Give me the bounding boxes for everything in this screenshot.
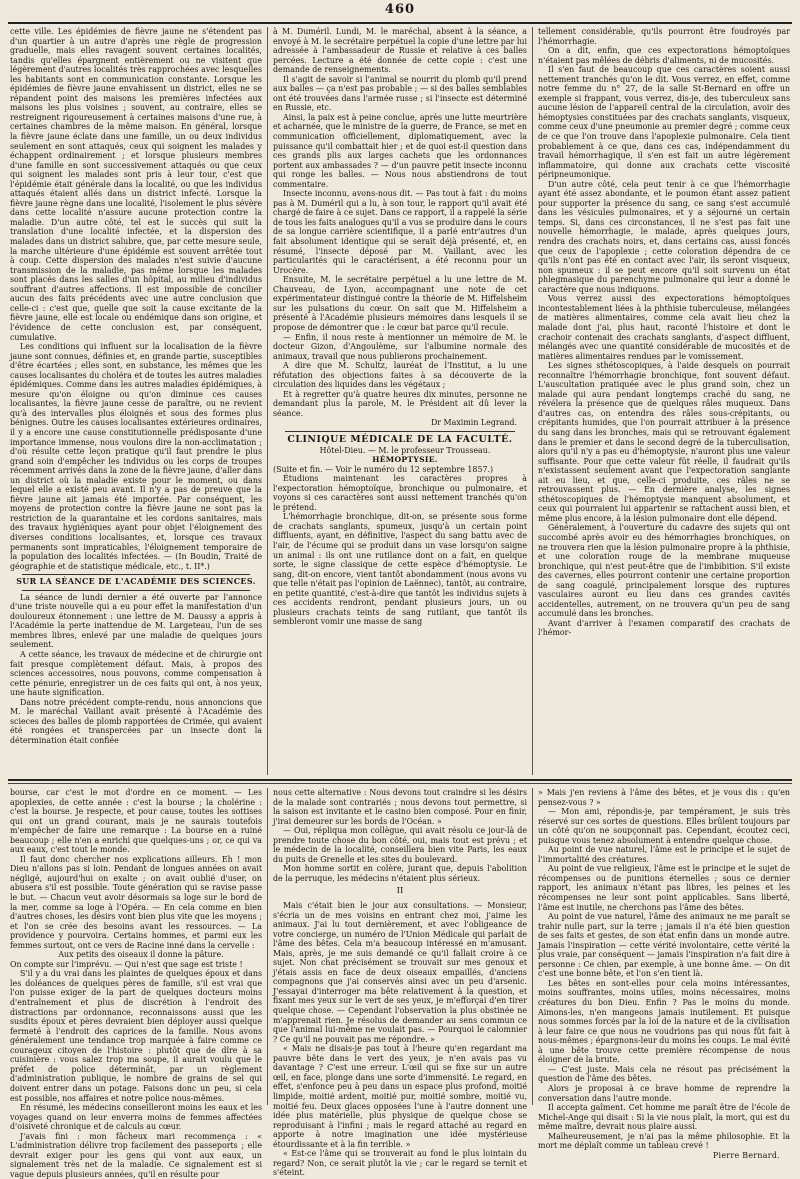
paragraph: « Mais ne disais-je pas tout à l'heure qu'en regardant ma pauvre bête dans le vert des yeux, je n'en avais pas vu davantage ? C'est une erreur. L'œil qui se fixe sur un autre œil, en face, plonge dans une sorte d'immensité. Le regard, en effet, s'enfonce peu à peu dans un espace plus profond, moitié limpide, moitié ardent, moitié pur, moitié sombre, moitié vu, moitié feu. Deux glaces opposées l'une à l'autre donnent une idée plus matérielle, plus physique de quelque chose se reproduisant à l'infini ; mais le regard attaché au regard en apporte à notre imagination une idée mystérieuse étourdissante et à la fin terrible. » [273, 1044, 527, 1149]
academy-heading: SUR LA SÉANCE DE L'ACADÉMIE DES SCIENCES. [16, 577, 256, 587]
section-divider [22, 590, 250, 591]
paragraph: » Mais j'en reviens à l'âme des bêtes, et je vous dis : qu'en pensez-vous ? » [538, 788, 790, 807]
hospital-line: Hôtel-Dieu. — M. le professeur Trousseau. [319, 445, 491, 455]
paragraph: On a dit, enfin, que ces expectorations hémoptoïques n'étaient pas mêlées de débris d'aliments, ni de mucosités. [538, 46, 790, 65]
paragraph: L'hémorrhagie bronchique, dit-on, se présente sous forme de crachats sanglants, spumeux, jusqu'à un certain point diffluents, ayant, en définitive, l'aspect du sang battu avec de l'air, de l'écume qui se produit dans un vase lorsqu'on saigne un animal : ils ont une rutilance dont on a fait, en quelque sorte, le signe classique de cette espèce d'hémoptysie. Le sang, dit-on encore, vient tantôt abondamment (nous avons vu que telle n'était pas l'opinion de Laënnec), tantôt, au contraire, en petite quantité, c'est-à-dire que tantôt les individus sujets à ces accidents rendront, pendant plusieurs jours, un ou plusieurs crachats teints de sang rutilant, que tantôt ils sembleront vomir une masse de sang [273, 512, 527, 627]
paragraph: Les conditions qui influent sur la localisation de la fièvre jaune sont connues, définies et, en grande partie, susceptibles d'être écartées ; elles sont, en substance, les mêmes que les causes localisantes du choléra et de toutes les autres maladies épidémiques. Comme dans les autres maladies épidémiques, à mesure qu'on éloigne ou qu'on diminue ces causes localisantes, la fièvre jaune cesse de paraître, ou ne revient qu'à des intervalles plus éloignés et sous des formes plus bénignes. Outre les causes localisantes extérieures ordinaires, il y a encore une cause constitutionnelle prédisposante d'une importance immense, nous voulons dire la non-acclimatation ; d'où résulte cette leçon pratique qu'il faut prendre le plus grand soin d'empêcher les individus ou les corps de troupes récemment arrivés dans la zone de la fièvre jaune, d'aller dans un district où la maladie existe pour le moment, ou dans lequel elle a existé peu avant. Il n'y a pas de preuve que la fièvre jaune ait jamais été importée. Par conséquent, les moyens de protection contre la fièvre jaune ne sont pas la restriction de la quarantaine et les cordons sanitaires, mais des travaux hygiéniques ayant pour objet l'éloignement des diverses conditions localisantes, et, lorsque ces travaux permanents sont impraticables, l'éloignement temporaire de la population des localités infectées. — (In Boudin, Traité de géographie et de statistique médicale, etc., t. II*.) [10, 342, 262, 571]
paragraph: En résumé, les médecins conseilleront moins les eaux et les voyages quand on leur enverra moins de femmes affectées d'oisiveté chronique et de calculs au cœur. [10, 1103, 262, 1132]
paragraph: Mais c'était bien le jour aux consultations. — Monsieur, s'écria un de mes voisins en entrant chez moi, j'aime les animaux. J'ai lu tout dernièrement, et avec l'obligeance de votre concierge, un numéro de l'Union Médicale qui parlait de l'âme des bêtes. Cela m'a beaucoup intéressé en m'amusant. Mais, après, je me suis demandé ce qu'il fallait croire à ce sujet. Non chat précisément se trouvait sur mes genoux et j'étais assis en face de deux oiseaux empaillés, d'anciens compagnons que j'ai conservés ainsi avec un peu d'arsenic. J'essayai d'interroger ma bête relativement à la question, et fixant mes yeux sur le vert de ses yeux, je m'efforçai d'en tirer quelque chose. — Cependant l'observation la plus obstinée ne m'apprenait rien. Je résolus de demander au sens commun ce que l'animal lui-même ne voulait pas. — Pourquoi le calomnier ? Ce qu'il ne pouvait pas me répondre. » [273, 901, 527, 1044]
paragraph: Avant d'arriver à l'examen comparatif des crachats de l'hémor- [538, 618, 790, 638]
paragraph: Mon homme sortit en colère, jurant que, depuis l'abolition de la perruque, les médecins n'étaient plus sérieux. [273, 864, 527, 883]
paragraph: — Oui, répliqua mon collègue, qui avait résolu ce jour-là de prendre toute chose du bon côté, oui, mais tout est prévu ; et le médecin de la localité, conseillera bien vite Paris, les eaux du puits de Grenelle et les sites du boulevard. [273, 826, 527, 864]
paragraph: « Est-ce l'âme qui se trouverait au fond le plus lointain du regard? Non, ce serait plutôt la vie ; car le regard se ternit et s'éteint. [273, 1149, 527, 1178]
paragraph: Il accepta gaîment. Cet homme me paraît être de l'école de Michel-Ange qui disait : Si la vie nous plaît, la mort, qui est du même maître, devrait nous plaire aussi. [538, 1103, 790, 1132]
paragraph: Vous verrez aussi des expectorations hémoptoïques incontestablement liées à la phthisie tuberculeuse, mélangées de matières alimentaires, comme cela avait lieu chez la malade dont j'ai, plus haut, raconté l'histoire et dont le crachoir contenait des crachats sanglants, d'aspect diffluent, mélangés avec une quantité considérable de mucosités et de matières alimentaires rendues par le vomissement. [538, 294, 790, 361]
paragraph: Au point de vue naturel, l'âme est le principe et le sujet de l'immortalité des créatures. [538, 845, 790, 864]
paragraph: Les bêtes en sont-elles pour cela moins intéressantes, moins souffrantes, moins utiles, moins nécessaires, moins créatures du bon Dieu. Enfin ? Pas le moins du monde. Aimons-les, n'en mangeons jamais inutilement. Et puisque nous sommes forcés par la loi de la nature et de la civilisation à leur faire ce que nous ne voudrions pas qui nous fût fait à nous-mêmes ; épargnons-leur du moins les coups. Le mal évité à une bête trouve cette première récompense de nous éloigner de la brute. [538, 978, 790, 1065]
paragraph: S'il y a du vrai dans les plaintes de quelques époux et dans les doléances de quelques pères de famille, s'il est vrai que l'on puisse exiger de la part de quelques docteurs moins d'entraînement et plus de discrétion à l'endroit des distractions par ordonnance, reconnaissons aussi que les susdits époux et pères devraient bien déployer aussi quelque fermeté à l'endroit des caprices de la famille. Nous avons généralement une tendance trop marquée à faire comme ce courageux citoyen de l'histoire : plutôt que de dîre à sa cuisinière : vous salez trop ma soupe, il aurait voulu que le préfet de police déterminât, par un règlement d'administration publique, le nombre de grains de sel qui doivent entrer dans un potage. Faisons donc un peu, si cela est possible, nos affaires et notre police nous-mêmes. [10, 969, 262, 1103]
paragraph: Alors je proposai à ce brave homme de reprendre la conversation dans l'autre monde. [538, 1083, 790, 1103]
paragraph: — Mon ami, répondis-je, par tempérament, je suis très réservé sur ces sortes de questions. Elles brûlent toujours par un côté qu'on ne soupçonnait pas. Cependant, écoutez ceci, puisque vous tenez absolument à entendre quelque chose. [538, 807, 790, 845]
paragraph: — Enfin, il nous reste à mentionner un mémoire de M. le docteur Gizon, d'Angoulème, sur l'albumine normale des animaux, travail que nous publierons prochainement. [273, 332, 527, 361]
paragraph: Au point de vue religieux, l'âme est le principe et le sujet de récompenses ou de punitions éternelles ; sous ce dernier rapport, les animaux n'étant pas libres, les peines et les récompenses ne leur sont point applicables. Sans liberté, l'âme est inutile, ne cherchons pas l'âme des bêtes. [538, 864, 790, 912]
top-column-2 [273, 27, 527, 775]
continuation-note: (Suite et fin. — Voir le numéro du 12 septembre 1857.) [273, 464, 494, 474]
paragraph: Dans notre précédent compte-rendu, nous annoncions que M. le maréchal Vaillant avait présenté à l'Académie des scieces des balles de plomb rapportées de Crimée, qui avaient été rongées et transpercées par un insecte dont la détermination était confiée [10, 697, 262, 745]
column-divider [267, 27, 268, 775]
paragraph: — C'est juste. Mais cela ne résout pas précisément la question de l'âme des bêtes. [538, 1064, 790, 1084]
paragraph: tellement considérable, qu'ils pourront être foudroyés par l'hémorrhagie. [538, 27, 790, 46]
author-signature: Pierre Bernard. [712, 1150, 780, 1160]
bottom-column-3 [538, 788, 790, 1160]
article-subtitle: HÉMOPTYSIE. [372, 455, 438, 465]
paragraph: A cette séance, les travaux de médecine et de chirurgie ont fait presque complètement défaut. Mais, à propos des sciences accessoires, nous pouvons, comme compensation à cette pénurie, enregistrer un de ces faits qui ont, à nos yeux, une haute signification. [10, 650, 262, 698]
paragraph: Ensuite, M. le secrétaire perpétuel a lu une lettre de M. Chauveau, de Lyon, accompagnant une note de cet expérimentateur distingué contre la théorie de M. Hiffelsheim sur les pulsations du cœur. On sait que M. Hiffelsheim a présenté à l'Académie plusieurs mémoires dans lesquels il se propose de démontrer que : le cœur bat parce qu'il recule. [273, 275, 527, 332]
paragraph: Au point de vue naturel, l'âme des animaux ne me paraît se trahir nulle part, sur la terre ; jamais il n'a été bien question de ses faits et gestes, de son état enfin dans un monde autre. Jamais l'inspiration — cette vérité involontaire, cette vérité la plus vraie, par conséquent — jamais l'inspiration n'a fait dire à personne : Ce chien, par exemple, à une bonne âme. — On dit c'est une bonne bête, et l'on s'en tient là. [538, 912, 790, 979]
paragraph: bourse, car c'est le mot d'ordre en ce moment. — Les apoplexies, de cette année : c'est la bourse ; la cholérine : c'est la bourse. Je respecte, et pour cause, toutes les sottises qui ont un grand courant, mais je ne saurais toutefois m'empêcher de faire une remarque : La bourse en a ruiné beaucoup ; elle n'en a enrichi que quelques-uns ; or, ce qui va aux eaux, c'est tout le monde. [10, 788, 262, 855]
paragraph: Généralement, à l'ouverture du cadavre des sujets qui ont succombé après avoir eu des hémorrhagies bronchiques, on ne trouvera rien que la lésion pulmonaire propre à la phthisie, et une coloration rouge de la membrane muqueuse bronchique, qui n'est peut-être que de l'imbibition. S'il existe des cavernes, elles pourront contenir une certaine proportion de sang coagulé, principalement lorsque des ruptures vasculaires auront eu lieu dans ces grandes cavités accidentelles, autrement, on ne trouvera qu'un peu de sang accumulé dans les bronches. [538, 523, 790, 619]
paragraph: Étudions maintenant les caractères propres à l'expectoration hémoptoïque, bronchique ou pulmonaire, et voyons si ces caractères sont aussi nettement tranchés qu'on le prétend. [273, 474, 527, 512]
feuilleton-rule-thin [8, 783, 792, 784]
bottom-column-1 [10, 788, 262, 1179]
column-divider [532, 27, 533, 775]
paragraph: D'un autre côté, cela peut tenir à ce que l'hémorrhagie ayant été assez abondante, et le poumon étant assez patient pour supporter la présence du sang, ce sang s'est accumulé dans les vésicules pulmonaires, et y a séjourné un certain temps. Si, dans ces circonstances, il ne s'est pas fait une nouvelle hémorrhagie, le malade, après quelques jours, rendra des crachats noirs, et, dans certains cas, aussi foncés que ceux de l'apoplexie ; cette coloration dépendra de ce qu'ils n'ont pas été en contact avec l'air, ils seront visqueux, non spumeux : il se peut encore qu'il soit survenu un état phlegmasique du parenchyme pulmonaire qui leur a donné le caractère que nous indiquons. [538, 179, 790, 294]
paragraph: On compte sur l'imprévu. — Qui n'est que sage est triste ! [10, 959, 243, 969]
section-divider [22, 574, 250, 575]
verse-quote: Aux petits des oiseaux il donne la pâture. [58, 950, 224, 960]
paragraph: Ainsi, la paix est à peine conclue, après une lutte meurtrière et acharnée, que le ministre de la guerre, de France, se met en communication officiellement, diplomatiquement, avec la puissance qu'il combattait hier ; et de quoi est-il question dans ces grands plis aux larges cachets que les ordonnances portent aux ambassades ? — d'un pauvre petit insecte inconnu qui ronge les balles. — Nous nous abstiendrons de tout commentaire. [273, 112, 527, 189]
paragraph: Et à regretter qu'à quatre heures dix minutes, personne ne demandant plus la parole, M. le Président ait dû lever la séance. [273, 389, 527, 418]
paragraph: J'avais fini : mon fâcheux mari recommença : « L'administration délivre trop facilement des passeports ; elle devrait exiger pour les gens qui vont aux eaux, un signalement très net de la maladie. Ce signalement est si vague depuis plusieurs années, qu'il en résulte pour [10, 1131, 262, 1179]
clinic-section-title: CLINIQUE MÉDICALE DE LA FACULTÉ. [287, 433, 513, 445]
column-divider [532, 788, 533, 1105]
paragraph: Insecte inconnu, avons-nous dit. — Pas tout à fait : du moins pas à M. Duméril qui a lu, à son tour, le rapport qu'il avait été chargé de faire à ce sujet. Dans ce rapport, il a rappelé la série de tous les faits analogues qu'il a vus se produire dans le cours de sa longue carrière scientifique, il a parlé entr'autres d'un fait absolument identique qui se serait déjà présenté, et, en résumé, l'insecte déposé par M. Vaillant, avec les particularités qui le caractérisent, a été reconnu pour un Urocère. [273, 189, 527, 275]
paragraph: Il s'agit de savoir si l'animal se nourrit du plomb qu'il prend aux balles — ça n'est pas probable ; — si des balles semblables ont été trouvées dans l'armée russe ; si l'insecte est déterminé en Russie, etc. [273, 74, 527, 113]
paragraph: cette ville. Les épidémies de fièvre jaune ne s'étendent pas d'un quartier à un autre d'après une règle de progression graduelle, mais elles ravagent souvent certaines localités, tandis qu'elles épargnent entièrement ou ne visitent que légèrement d'autres localités très rapprochées avec lesquelles les habitants sont en communication constante. Lorsque les épidémies de fièvre jaune envahissent un district, elles ne se répandent point des maisons les premières infectées aux maisons les plus voisines ; souvent, au contraire, elles se restreignent rigoureusement à certaines maisons d'une rue, à certaines chambres de la même maison. En général, lorsque la fièvre jaune éclate dans une famille, un ou deux individus seulement en sont attaqués, ceux qui soignent les malades y échappent ordinairement ; et lorsque plusieurs membres d'une famille en sont successivement attaqués ou que ceux qui soignent les malades sont pris à leur tour, c'est que l'épidémie était générale dans la localité, ou que les individus attaqués étaient allés dans un district infecté. Lorsque la fièvre jaune règne dans une localité, l'isolement le plus sévère dans cette localité n'assure aucune protection contre la maladie. D'un autre côté, tel est le succès qui suit la translation d'une localité infectée, et la dispersion des malades dans un district salubre, que, par cette mesure seule, la marche ultérieure d'une épidémie est souvent arrêtée tout à coup. Cette dispersion des malades n'est suivie d'aucune transmission de la maladie, pas même lorsque les malades sont placés dans les salles d'un hôpital, au milieu d'individus souffrant d'autres affections. Il est impossible de concilier aucun des faits précédents avec une autre conclusion que celle-ci : c'est que, quelle que soit la cause excitante de la fièvre jaune, elle est locale ou endémique dans son origine, et l'évidence de cette conclusion est, par conséquent, cumulative. [10, 27, 262, 342]
top-column-1 [10, 27, 262, 775]
paragraph: nous cette alternative : Nous devons tout craindre si les désirs de la malade sont contrariés ; nous devons tout permettre, si la saison est invitante et le casino bien composé. Pour en finir, j'irai demeurer sur les bords de l'Océan. » [273, 788, 527, 826]
paragraph: Malheureusement, je n'ai pas la même philosophie. Et la mort me déplaît comme un tableau crevé ! [538, 1131, 790, 1151]
paragraph: A dire que M. Schultz, lauréat de l'Institut, a lu une réfutation des objections faites à sa découverte de la circulation des liquides dans les végétaux ; [273, 361, 527, 390]
paragraph: Il faut donc chercher nos explications ailleurs. Eh ! mon Dieu n'allons pas si loin. Pendant de longues années on avait négligé, aujourd'hui on exalte ; on avait oublié d'user, on abusera s'il est possible. Toute génération qui se ravise passe le but. — Chacun veut avoir désormais sa loge sur le bord de la mer, comme sa loge à l'Opéra. — En cela comme en bien d'autres choses, les désirs vont bien plus vite que les moyens ; et l'on se crée des besoins avant les ressources. — La providence y pourvoira. Certains hommes, et parmi eux les femmes surtout, ont ce vers de Racine inné dans la cervelle : [10, 854, 262, 950]
top-column-3 [538, 27, 790, 775]
feuilleton-rule [8, 779, 792, 781]
author-signature: Dr Maximin Legrand. [430, 418, 517, 428]
paragraph: La séance de lundi dernier a été ouverte par l'annonce d'une triste nouvelle qui a eu pour effet la manifestation d'un douloureux étonnement : une lettre de M. Daussy a appris à l'Académie la perte inattendue de M. Largeteau, l'un de ses membres libres, enlevé par une maladie de quelques jours seulement. [10, 592, 262, 650]
page-number: 460 [384, 2, 416, 17]
column-divider [267, 788, 268, 1105]
section-numeral: II [396, 886, 404, 897]
paragraph: Il s'en faut de beaucoup que ces caractères soient aussi nettement tranchés qu'on le dit. Vous verrez, en effet, comme notre femme du n° 27, de la salle St-Bernard en offre un exemple si frappant, vous verrez, dis-je, des tuberculeux sans aucune lésion de l'appareil central de la circulation, avoir des hémoptysies constituées par des crachats sanglants, visqueux, comme ceux d'une pneumonie au premier degré ; comme ceux de ce que l'on trouve dans l'apoplexie pulmonaire. Cela tient probablement à ce que, dans ces cas, indépendamment du travail hémorrhagique, il s'en est fait un autre légèrement inflammatoire, qui donne aux crachats cette viscosité péripneumonique. [538, 65, 790, 180]
top-rule [8, 22, 792, 24]
paragraph: à M. Duméril. Lundi, M. le maréchal, absent à la séance, a envoyé à M. le secrétaire perpétuel la copie d'une lettre par lui adressée à l'ambassadeur de Russie et relative à ces balles percées. Lecture a été donnée de cette copie : c'est une demande de renseignements. [273, 27, 527, 75]
bottom-column-2 [273, 788, 527, 1178]
section-divider [285, 431, 515, 432]
paragraph: Les signes sthétoscopiques, à l'aide desquels on pourrait reconnaître l'hémorrhagie bronchique, font souvent défaut. L'auscultation pratiquée avec le plus grand soin, chez un malade qui aura pendant longtemps craché du sang, ne révélera la présence que de quelques râles muqueux. Dans d'autres cas, on entendra des râles sous-crépitants, ou crépitants humides, que l'on pourrait attribuer à la présence du sang dans les bronches, mais qui se retrouvant également dans le premier et dans le second degré de la tuberculisation, alors qu'il n'y a pas eu d'hémoptysie, n'auront plus une valeur suffisante. Pour que cette valeur fût réelle, il faudrait qu'ils n'existassent seulement avant que l'expectoration sanglante ait eu lieu, et que, celle-ci produite, ces râles ne se retrouvassent plus. — En dernière analyse, les signes sthétoscopiques de l'hémoptysie manquent absolument, et ceux qui pourraient lui appartenir se rattachent aussi bien, et même plus encore, à la lésion pulmonaire dont elle dépend. [538, 361, 790, 523]
